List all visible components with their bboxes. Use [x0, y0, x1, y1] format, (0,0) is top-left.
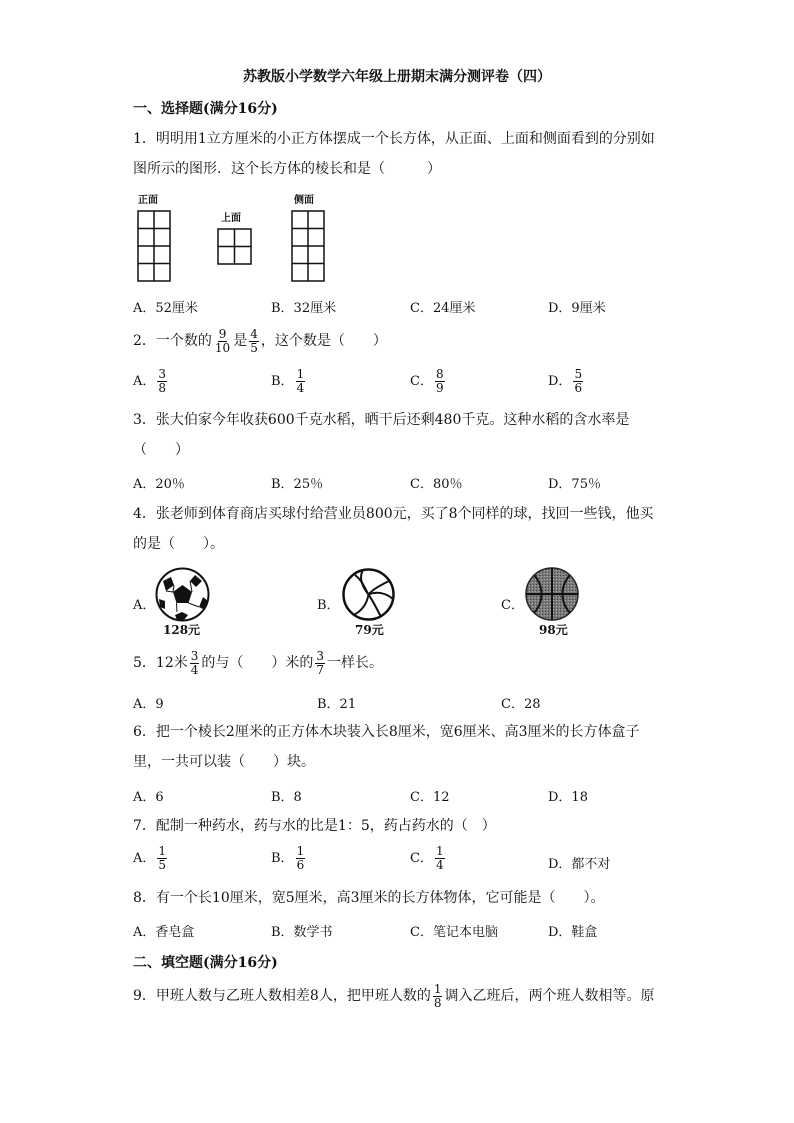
q5-suffix: 一样长。 — [327, 655, 384, 671]
q4-option-a-label[interactable]: A． — [133, 598, 156, 613]
frac-numerator: 3 — [316, 648, 325, 663]
q1-option-a[interactable]: A．52厘米 — [133, 301, 198, 316]
q9-fraction — [433, 983, 443, 1010]
q2-fraction-2 — [249, 328, 259, 355]
page-title: 苏教版小学数学六年级上册期末满分测评卷（四） — [243, 69, 551, 85]
q8-option-b[interactable]: B．数学书 — [271, 925, 333, 940]
top-view-grid-icon — [217, 228, 252, 265]
frac-numerator: 9 — [218, 326, 227, 341]
q5-option-a[interactable]: A．9 — [133, 697, 164, 712]
frac-denominator: 4 — [190, 662, 199, 677]
frac-numerator: 4 — [250, 326, 258, 341]
q6-text-line2: 里，一共可以装（ ）块。 — [133, 754, 315, 770]
view-label-front: 正面 — [138, 195, 158, 206]
soccer-ball-icon — [155, 567, 210, 622]
q3-option-b[interactable]: B．25％ — [271, 477, 324, 492]
q2-prefix: 2．一个数的 — [133, 333, 212, 349]
q2-suffix: ，这个数是（ ） — [260, 333, 387, 349]
q1-text-line1: 1．明明用1立方厘米的小正方体摆成一个长方体，从正面、上面和侧面看到的分别如 — [133, 131, 655, 147]
view-label-top: 上面 — [221, 213, 241, 224]
q6-text-line1: 6．把一个棱长2厘米的正方体木块装入长8厘米，宽6厘米、高3厘米的长方体盒子 — [133, 724, 640, 740]
q6-option-c[interactable]: C．12 — [410, 790, 450, 805]
frac-denominator: 8 — [433, 995, 442, 1010]
q3-text-line1: 3．张大伯家今年收获600千克水稻，晒干后还剩480千克。这种水稻的含水率是 — [133, 412, 630, 428]
section-heading-choice: 一、选择题(满分16分) — [133, 101, 278, 117]
q6-option-d[interactable]: D．18 — [548, 790, 588, 805]
q5-mid: 的与（ ）米的 — [201, 655, 314, 671]
q2-mid: 是 — [233, 333, 248, 349]
q2-option-a[interactable]: A． $\frac{3}{8}$ — [133, 367, 167, 395]
q4-option-c-label[interactable]: C． — [501, 598, 524, 613]
q4-option-b-label[interactable]: B． — [317, 598, 340, 613]
frac-denominator: 10 — [214, 340, 231, 355]
q5-fraction-2 — [315, 650, 325, 677]
q7-option-b[interactable]: B． $\frac{1}{6}$ — [271, 844, 305, 872]
volleyball-icon — [341, 567, 396, 622]
q8-option-a[interactable]: A．香皂盒 — [133, 925, 195, 940]
q5-text — [133, 648, 383, 678]
q8-option-c[interactable]: C．笔记本电脑 — [410, 925, 498, 940]
q2-option-d[interactable]: D． $\frac{5}{6}$ — [548, 367, 583, 395]
q3-option-c[interactable]: C．80％ — [410, 477, 463, 492]
q4-text-line1: 4．张老师到体育商店买球付给营业员800元，买了8个同样的球，找回一些钱，他买 — [133, 506, 654, 522]
frac-numerator: 1 — [433, 981, 442, 996]
q1-option-c[interactable]: C．24厘米 — [410, 301, 476, 316]
basketball-icon — [524, 566, 580, 622]
q7-option-d[interactable]: D．都不对 — [548, 857, 611, 872]
side-view-grid-icon — [291, 210, 325, 282]
q4-price-a: 128元 — [163, 623, 201, 637]
frac-numerator: 3 — [190, 648, 199, 663]
q9-text — [133, 979, 654, 1013]
q9-prefix: 9．甲班人数与乙班人数相差8人，把甲班人数的 — [133, 988, 431, 1004]
q7-option-c[interactable]: C． $\frac{1}{4}$ — [410, 844, 444, 872]
q3-option-a[interactable]: A．20％ — [133, 477, 185, 492]
q8-text: 8．有一个长10厘米，宽5厘米，高3厘米的长方体物体，它可能是（ ）。 — [133, 890, 605, 906]
q3-option-d[interactable]: D．75％ — [548, 477, 601, 492]
q1-option-d[interactable]: D．9厘米 — [548, 301, 606, 316]
front-view-grid-icon — [137, 210, 171, 282]
q6-option-b[interactable]: B．8 — [271, 790, 302, 805]
q5-option-b[interactable]: B．21 — [317, 697, 357, 712]
q9-suffix: 调入乙班后，两个班人数相等。原 — [444, 988, 655, 1004]
frac-denominator: 7 — [316, 662, 325, 677]
q2-fraction-1 — [214, 328, 231, 355]
q5-prefix: 5．12米 — [133, 655, 188, 671]
q6-option-a[interactable]: A．6 — [133, 790, 164, 805]
q4-text-line2: 的是（ ）。 — [133, 536, 224, 552]
frac-denominator: 5 — [250, 340, 258, 355]
q1-text-line2: 图所示的图形．这个长方体的棱长和是（ ） — [133, 161, 441, 177]
q5-fraction-1 — [190, 650, 200, 677]
q7-text: 7．配制一种药水，药与水的比是1：5，药占药水的（ ） — [133, 818, 496, 834]
q7-option-a[interactable]: A． $\frac{1}{5}$ — [133, 844, 167, 872]
section-heading-fill: 二、填空题(满分16分) — [133, 955, 278, 971]
q1-option-b[interactable]: B．32厘米 — [271, 301, 337, 316]
q2-option-c[interactable]: C． $\frac{8}{9}$ — [410, 367, 444, 395]
q4-price-c: 98元 — [539, 623, 568, 637]
q2-text — [133, 326, 387, 356]
q3-text-line2: （ ） — [133, 442, 189, 458]
q2-option-b[interactable]: B． $\frac{1}{4}$ — [271, 367, 305, 395]
q4-price-b: 79元 — [355, 623, 384, 637]
q8-option-d[interactable]: D．鞋盒 — [548, 925, 598, 940]
q5-option-c[interactable]: C．28 — [501, 697, 541, 712]
view-label-side: 侧面 — [294, 195, 314, 206]
